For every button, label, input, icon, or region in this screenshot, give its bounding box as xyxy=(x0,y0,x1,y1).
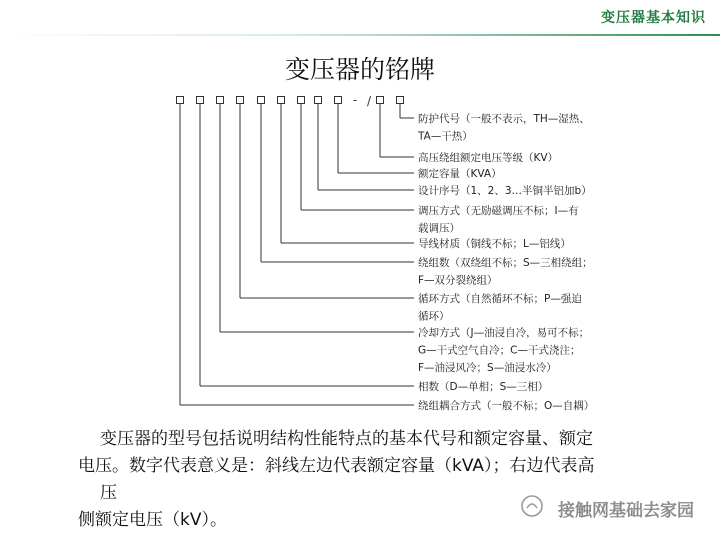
description-line-2: 电压。数字代表意义是：斜线左边代表额定容量（kVA）；右边代表高 xyxy=(78,456,595,476)
entry-5-line-2: 载调压） xyxy=(418,222,460,235)
watermark-text: 接触网基础去家园 xyxy=(558,501,694,521)
entry-8-line-2: 循环） xyxy=(418,310,450,323)
code-box-10 xyxy=(377,97,384,104)
entry-1-line-1: 防护代号（一般不表示，TH—湿热、 xyxy=(418,113,590,125)
code-dash: - xyxy=(352,93,358,107)
code-box-11 xyxy=(397,97,404,104)
entry-5-line-1: 调压方式（无励磁调压不标；I—有 xyxy=(418,205,579,217)
description-line-1: 变压器的型号包括说明结构性能特点的基本代号和额定容量、额定 xyxy=(100,429,593,449)
code-box-7 xyxy=(298,97,305,104)
entry-10-line-1: 相数（D—单相；S—三相） xyxy=(418,381,549,393)
description-line-4: 侧额定电压（kV）。 xyxy=(78,510,227,530)
entry-7-line-2: F—双分裂绕组） xyxy=(418,274,498,287)
slide-title: 变压器的铭牌 xyxy=(284,55,435,84)
code-box-8 xyxy=(315,97,322,104)
code-box-1 xyxy=(177,97,184,104)
entry-6-line-1: 导线材质（铜线不标；L—铝线） xyxy=(418,238,571,250)
entry-11-line-1: 绕组耦合方式（一般不标；O—自耦） xyxy=(418,400,595,412)
entry-2-line-1: 高压绕组额定电压等级（KV） xyxy=(418,152,559,164)
entry-9-line-2: G—干式空气自冷；C—干式浇注； xyxy=(418,344,581,357)
code-box-2 xyxy=(197,97,204,104)
entry-7-line-1: 绕组数（双绕组不标；S—三相绕组； xyxy=(418,257,593,269)
wechat-channel-icon xyxy=(520,494,544,518)
code-box-6 xyxy=(278,97,285,104)
code-box-9 xyxy=(335,97,342,104)
entry-1-line-2: TA—干热） xyxy=(418,130,473,143)
code-box-4 xyxy=(237,97,244,104)
code-box-3 xyxy=(217,97,224,104)
entry-3-line-1: 额定容量（KVA） xyxy=(418,168,502,180)
description-line-3: 压 xyxy=(100,483,117,503)
entry-4-line-1: 设计序号（1、2、3…半铜半铝加b） xyxy=(418,185,592,197)
entry-9-line-1: 冷却方式（J—油浸自冷，易可不标； xyxy=(418,327,590,339)
header-title: 变压器基本知识 xyxy=(601,10,706,26)
entry-8-line-1: 循环方式（自然循环不标；P—强迫 xyxy=(418,293,582,305)
code-box-5 xyxy=(258,97,265,104)
entry-9-line-3: F—油浸风冷；S—油浸水冷） xyxy=(418,362,557,374)
code-slash: / xyxy=(366,94,372,108)
